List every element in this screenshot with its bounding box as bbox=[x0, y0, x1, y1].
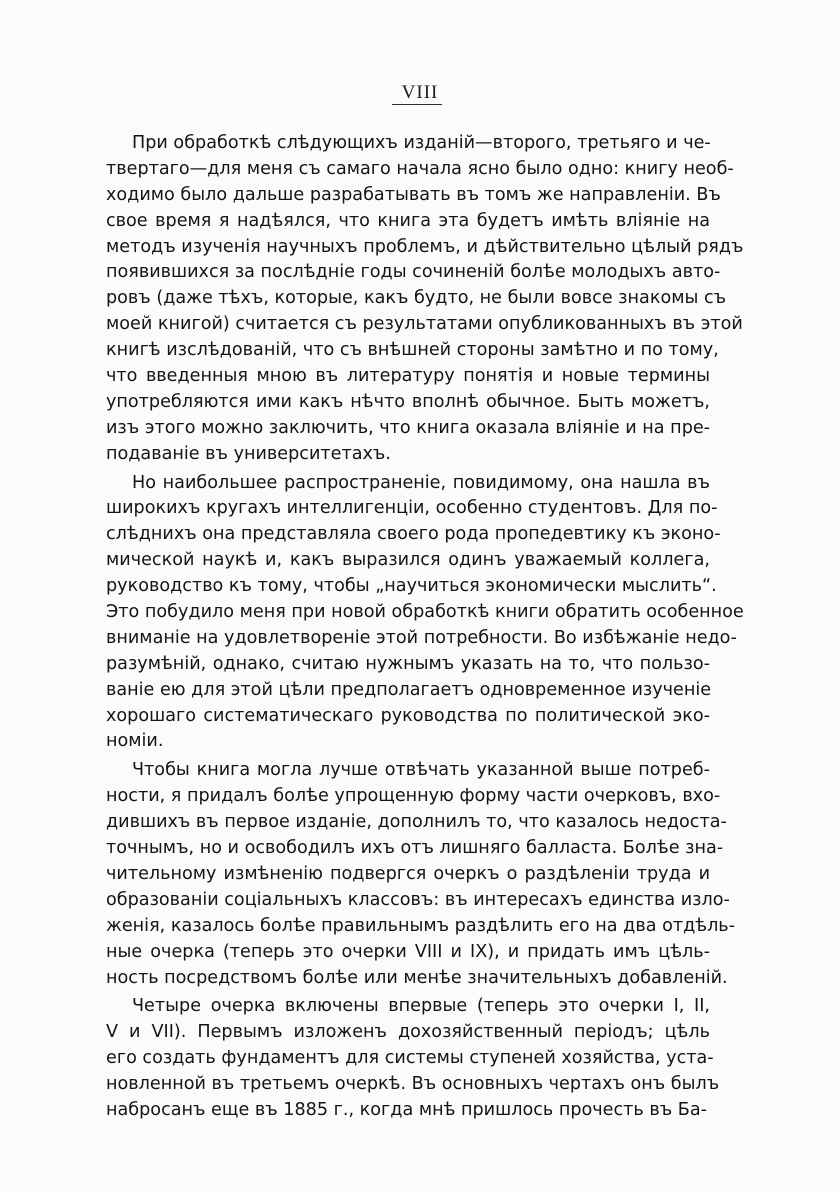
text-line: появившихся за послѣдніе годы сочиненій болѣе молодыхъ авто- bbox=[106, 262, 721, 283]
text-line: свое время я надѣялся, что книга эта будетъ имѣть вліяніе на bbox=[106, 210, 710, 231]
text-line: его создать фундаментъ для системы ступеней хозяйства, уста- bbox=[106, 1048, 714, 1069]
text-line: Но наибольшее распространеніе, повидимому, она нашла въ bbox=[132, 472, 710, 493]
paragraph bbox=[106, 994, 720, 1123]
text-line: точнымъ, но и освободилъ ихъ отъ лишняго балласта. Болѣе зна- bbox=[106, 838, 724, 859]
text-line: твертаго—для меня съ самаго начала ясно было одно: книгу необ- bbox=[106, 158, 734, 179]
text-line: ходимо было дальше разрабатывать въ томъ же направленіи. Въ bbox=[106, 184, 721, 205]
text-line: При обработкѣ слѣдующихъ изданій—второго, третьяго и че- bbox=[132, 133, 711, 153]
text-body bbox=[106, 131, 744, 1127]
text-line: мической наукѣ и, какъ выразился одинъ уважаемый коллега, bbox=[106, 550, 710, 571]
text-line: Чтобы книга могла лучше отвѣчать указанной выше потреб- bbox=[132, 760, 710, 781]
text-line: хорошаго систематическаго руководства по политической эко- bbox=[106, 705, 710, 726]
text-line: изъ этого можно заключить, что книга оказала вліяніе и на пре- bbox=[106, 417, 711, 438]
text-line: методъ изученія научныхъ проблемъ, и дѣйствительно цѣлый рядъ bbox=[106, 236, 744, 257]
text-line: дившихъ въ первое изданіе, дополнилъ то, что казалось недоста- bbox=[106, 812, 727, 833]
text-line: номіи. bbox=[106, 731, 164, 752]
page-number-underline bbox=[392, 104, 442, 105]
text-line: ности, я придалъ болѣе упрощенную форму части очерковъ, вхо- bbox=[106, 786, 721, 807]
text-line: подаваніе въ университетахъ. bbox=[106, 443, 391, 464]
text-line: ность посредствомъ болѣе или менѣе значительныхъ добавленій. bbox=[106, 967, 728, 988]
text-line: разумѣній, однако, считаю нужнымъ указать на то, что пользо- bbox=[106, 653, 710, 674]
paragraph bbox=[106, 758, 736, 991]
text-line: чительному измѣненію подвергся очеркъ о раздѣленіи труда и bbox=[106, 863, 710, 884]
text-line: ваніе ею для этой цѣли предполагаетъ одновременное изученіе bbox=[106, 679, 712, 700]
text-line: руководство къ тому, чтобы „научиться экономически мыслить“. bbox=[106, 576, 717, 597]
paragraph bbox=[106, 471, 744, 756]
text-line: ровъ (даже тѣхъ, которые, какъ будто, не были вовсе знакомы съ bbox=[106, 288, 727, 309]
text-line: новленной въ третьемъ очеркѣ. Въ основныхъ чертахъ онъ былъ bbox=[106, 1074, 720, 1095]
text-line: ные очерка (теперь это очерки VIII и IX), и придать имъ цѣль- bbox=[106, 941, 710, 962]
text-line: слѣднихъ она представляла своего рода пропедевтику къ эконо- bbox=[106, 524, 721, 545]
text-line: широкихъ кругахъ интеллигенціи, особенно студентовъ. Для по- bbox=[106, 498, 718, 519]
text-line: что введенныя мною въ литературу понятія и новые термины bbox=[106, 366, 710, 387]
text-line: Четыре очерка включены впервые (теперь это очерки I, II, bbox=[132, 996, 710, 1017]
text-line: женія, казалось болѣе правильнымъ раздѣлить его на два отдѣль- bbox=[106, 915, 736, 936]
text-line: V и VII). Первымъ изложенъ дохозяйственный періодъ; цѣль bbox=[106, 1022, 710, 1043]
page-number: VIII bbox=[401, 82, 439, 103]
text-line: образованіи соціальныхъ классовъ: въ интересахъ единства изло- bbox=[106, 889, 730, 910]
text-line: вниманіе на удовлетвореніе этой потребности. Во избѣжаніе недо- bbox=[106, 627, 737, 648]
paragraph bbox=[106, 131, 744, 468]
text-line: Это побудило меня при новой обработкѣ книги обратить особенное bbox=[106, 602, 744, 623]
text-line: моей книгой) считается съ результатами опубликованныхъ въ этой bbox=[106, 314, 743, 335]
text-line: набросанъ еще въ 1885 г., когда мнѣ пришлось прочесть въ Ба- bbox=[106, 1099, 707, 1120]
text-line: книгѣ изслѣдованій, что съ внѣшней стороны замѣтно и по тому, bbox=[106, 340, 719, 361]
text-line: употребляются ими какъ нѣчто вполнѣ обычное. Быть можетъ, bbox=[106, 391, 710, 412]
